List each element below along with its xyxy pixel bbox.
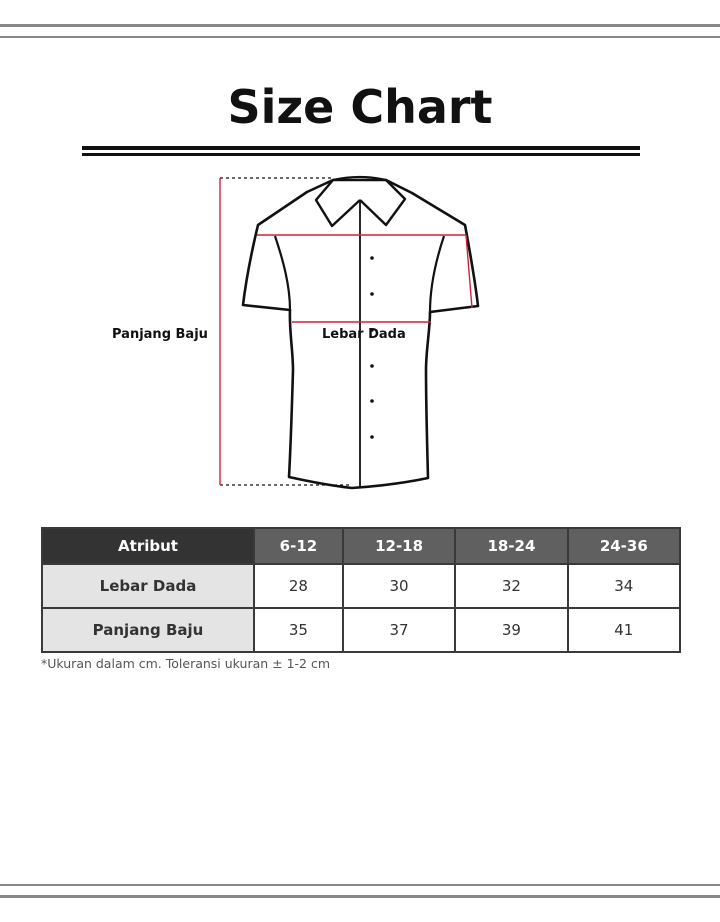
top-frame-line-outer [0,24,720,27]
collar-left [316,180,360,226]
table-cell: 35 [254,608,343,652]
table-cell: 34 [568,564,680,608]
table-cell: 32 [455,564,567,608]
table-cell: 39 [455,608,567,652]
header-cell-attribute: Atribut [42,528,254,564]
table-row [42,608,680,652]
button-4 [370,364,374,368]
top-frame-line-inner [0,36,720,38]
size-footnote: *Ukuran dalam cm. Toleransi ukuran ± 1-2 cm [41,656,331,671]
left-armhole [275,236,290,310]
length-label: Panjang Baju [112,327,208,342]
header-cell-size: 24-36 [568,528,680,564]
header-cell-size: 12-18 [343,528,455,564]
row-label-chest: Lebar Dada [42,564,254,608]
bottom-frame-line-outer [0,895,720,898]
table-cell: 28 [254,564,343,608]
chest-label: Lebar Dada [322,327,406,342]
table-row [42,564,680,608]
table-cell: 41 [568,608,680,652]
table-cell: 30 [343,564,455,608]
button-5 [370,399,374,403]
header-cell-size: 6-12 [254,528,343,564]
title-rule-thin [82,153,640,156]
row-label-length: Panjang Baju [42,608,254,652]
header-cell-size: 18-24 [455,528,567,564]
right-armhole [430,236,444,312]
table-header-row [42,528,680,564]
button-1 [370,256,374,260]
button-2 [370,292,374,296]
table-cell: 37 [343,608,455,652]
title-rule-thick [82,146,640,150]
bottom-frame-line-inner [0,884,720,886]
button-6 [370,435,374,439]
page-title: Size Chart [227,80,493,134]
size-table [41,527,681,653]
